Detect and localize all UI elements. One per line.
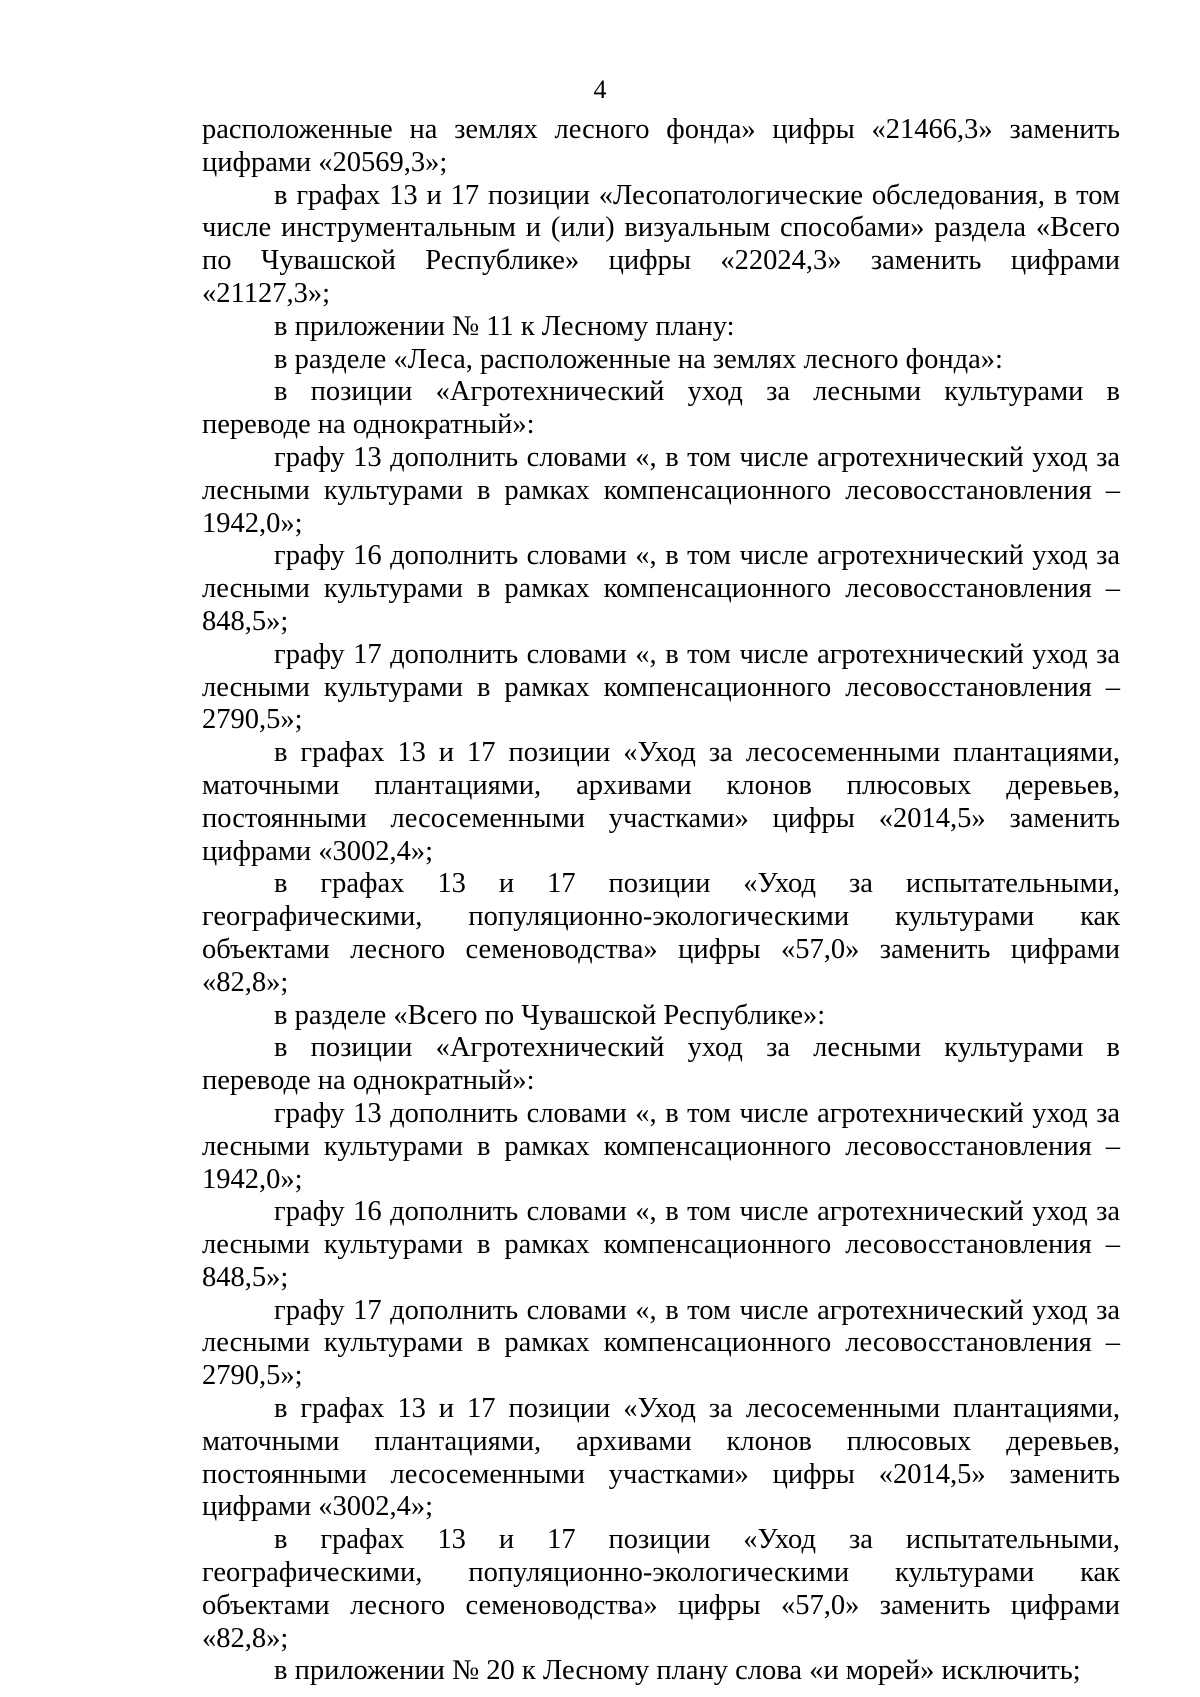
paragraph: в разделе «Леса, расположенные на землях лесного фонда»: (274, 343, 1003, 375)
paragraph: в позиции «Агротехнический уход за лесными культурами в переводе на однократный»: (202, 1032, 1120, 1097)
paragraph: в разделе «Всего по Чувашской Республике»: (274, 999, 826, 1031)
paragraph: расположенные на землях лесного фонда» цифры «21466,3» заменить цифрами «20569,3»; (202, 114, 1120, 178)
page-number: 4 (593, 75, 607, 104)
paragraph: в графах 13 и 17 позиции «Уход за лесосеменными плантациями, маточными плантациями, архивами клонов плюсовых деревьев, постоянными лесосеменными участками» цифры «2014,5» заменить цифрами «3002,4»; (202, 737, 1120, 867)
paragraph: в графах 13 и 17 позиции «Уход за лесосеменными плантациями, маточными плантациями, архивами клонов плюсовых деревьев, постоянными лесосеменными участками» цифры «2014,5» заменить цифрами «3002,4»; (202, 1393, 1120, 1523)
paragraph: в позиции «Агротехнический уход за лесными культурами в переводе на однократный»: (202, 376, 1120, 441)
paragraph: графу 17 дополнить словами «, в том числе агротехнический уход за лесными культурами в рамках компенсационного лесовосстановления – 2790,5»; (202, 638, 1120, 736)
paragraph: в графах 13 и 17 позиции «Уход за испытательными, географическими, популяционно-экологическими культурами как объектами лесного семеноводства» цифры «57,0» заменить цифрами «82,8»; (202, 868, 1120, 998)
paragraph: графу 16 дополнить словами «, в том числе агротехнический уход за лесными культурами в рамках компенсационного лесовосстановления – 848,5»; (202, 540, 1120, 637)
paragraph: графу 16 дополнить словами «, в том числе агротехнический уход за лесными культурами в рамках компенсационного лесовосстановления – 848,5»; (202, 1196, 1120, 1293)
paragraph: в графах 13 и 17 позиции «Уход за испытательными, географическими, популяционно-экологическими культурами как объектами лесного семеноводства» цифры «57,0» заменить цифрами «82,8»; (202, 1524, 1120, 1654)
paragraph: графу 17 дополнить словами «, в том числе агротехнический уход за лесными культурами в рамках компенсационного лесовосстановления – 2790,5»; (202, 1294, 1120, 1392)
paragraph: в графах 13 и 17 позиции «Лесопатологические обследования, в том числе инструментальным и (или) визуальным способами» раздела «Всего по Чувашской Республике» цифры «22024,3» заменить цифрами «21127,3»; (202, 179, 1120, 309)
paragraph: графу 13 дополнить словами «, в том числе агротехнический уход за лесными культурами в рамках компенсационного лесовосстановления – 1942,0»; (202, 441, 1120, 539)
paragraph: в приложении № 20 к Лесному плану слова «и морей» исключить; (274, 1655, 1081, 1687)
paragraph: графу 13 дополнить словами «, в том числе агротехнический уход за лесными культурами в рамках компенсационного лесовосстановления – 1942,0»; (202, 1097, 1120, 1195)
document-body (202, 114, 1120, 1688)
paragraph: в приложении № 11 к Лесному плану: (274, 310, 735, 342)
